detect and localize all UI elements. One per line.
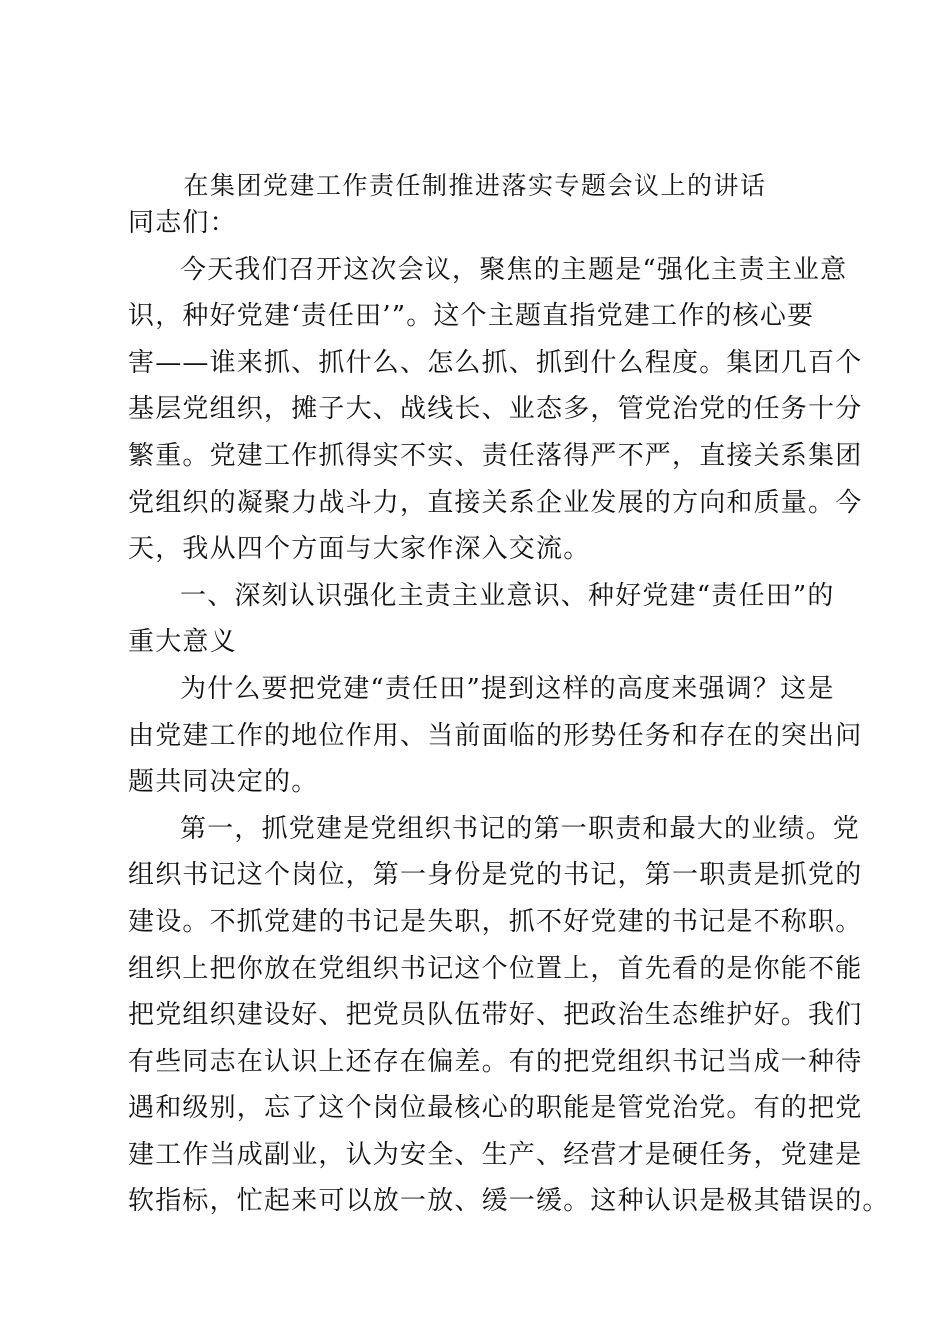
text-line: 害——谁来抓、抓什么、怎么抓、抓到什么程度。集团几百个 <box>128 347 863 378</box>
text-line: 由党建工作的地位作用、当前面临的形势任务和存在的突出问 <box>128 720 863 751</box>
text-line: 组织上把你放在党组织书记这个位置上，首先看的是你能不能 <box>128 953 863 984</box>
text-line: 一、深刻认识强化主责主业意识、种好党建“责任田”的 <box>180 580 835 611</box>
text-line: 题共同决定的。 <box>128 767 319 798</box>
text-line: 繁重。党建工作抓得实不实、责任落得严不严，直接关系集团 <box>128 440 863 471</box>
text-line: 建工作当成副业，认为安全、生产、经营才是硬任务，党建是 <box>128 1139 863 1170</box>
document-title: 在集团党建工作责任制推进落实专题会议上的讲话 <box>183 171 767 200</box>
text-line: 建设。不抓党建的书记是失职，抓不好党建的书记是不称职。 <box>128 906 863 937</box>
text-line: 把党组织建设好、把党员队伍带好、把政治生态维护好。我们 <box>128 1000 863 1031</box>
text-line: 天，我从四个方面与大家作深入交流。 <box>128 534 591 565</box>
text-line: 第一，抓党建是党组织书记的第一职责和最大的业绩。党 <box>180 813 861 844</box>
text-line: 有些同志在认识上还存在偏差。有的把党组织书记当成一种待 <box>128 1046 863 1077</box>
document-body <box>128 200 890 1225</box>
text-line: 同志们： <box>128 208 237 238</box>
text-line: 组织书记这个岗位，第一身份是党的书记，第一职责是抓党的 <box>128 860 863 891</box>
text-line: 为什么要把党建“责任田”提到这样的高度来强调？这是 <box>180 673 835 704</box>
text-line: 识，种好党建‘责任田’”。这个主题直指党建工作的核心要 <box>128 301 815 332</box>
text-line: 软指标，忙起来可以放一放、缓一缓。这种认识是极其错误的。 <box>128 1186 890 1217</box>
text-line: 重大意义 <box>128 627 237 658</box>
text-line: 基层党组织，摊子大、战线长、业态多，管党治党的任务十分 <box>128 394 863 425</box>
text-line: 党组织的凝聚力战斗力，直接关系企业发展的方向和质量。今 <box>128 487 863 518</box>
text-line: 遇和级别，忘了这个岗位最核心的职能是管党治党。有的把党 <box>128 1093 863 1124</box>
text-line: 今天我们召开这次会议，聚焦的主题是“强化主责主业意 <box>180 254 848 285</box>
